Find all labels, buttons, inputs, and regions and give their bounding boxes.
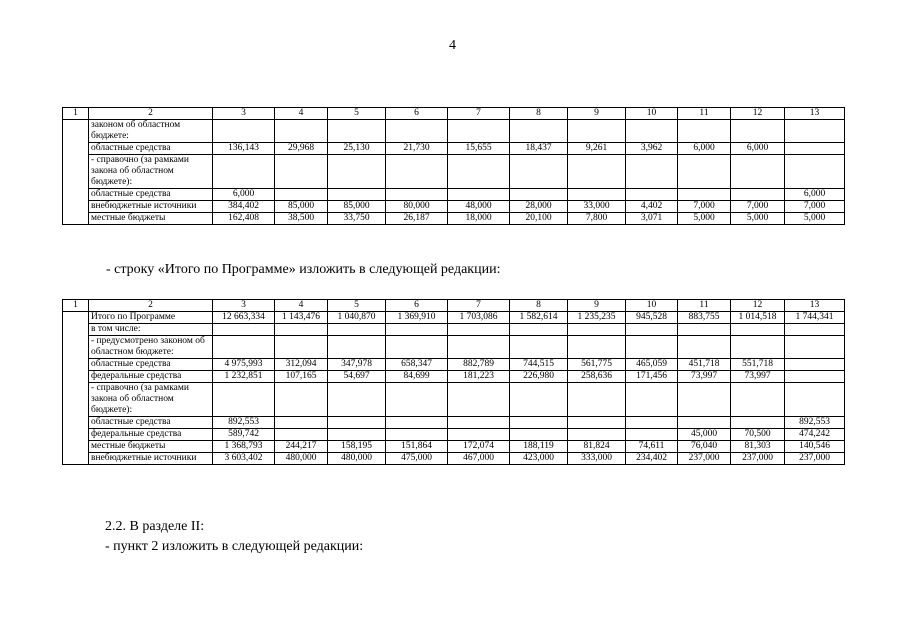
value-cell: 9,261: [568, 143, 626, 155]
instruction-replace-item-2: - пункт 2 изложить в следующей редакции:: [105, 539, 364, 554]
column-number: 6: [386, 300, 448, 312]
value-cell: 171,456: [626, 371, 678, 383]
column-number: 1: [63, 108, 89, 120]
value-cell: [568, 155, 626, 189]
value-cell: [568, 324, 626, 336]
column-number: 2: [89, 300, 213, 312]
value-cell: 136,143: [213, 143, 275, 155]
value-cell: [568, 120, 626, 143]
value-cell: 151,864: [386, 441, 448, 453]
value-cell: 38,500: [275, 213, 328, 225]
column-number: 4: [275, 108, 328, 120]
value-cell: 237,000: [785, 453, 845, 465]
value-cell: [213, 383, 275, 417]
value-cell: 312,094: [275, 359, 328, 371]
value-cell: [785, 143, 845, 155]
value-cell: [328, 429, 386, 441]
value-cell: [626, 429, 678, 441]
value-cell: 1 014,518: [731, 312, 785, 324]
value-cell: [213, 324, 275, 336]
value-cell: [510, 120, 568, 143]
row-number-cell: [63, 120, 89, 225]
value-cell: 945,528: [626, 312, 678, 324]
section-heading: 2.2. В разделе II:: [105, 519, 205, 534]
value-cell: 140,546: [785, 441, 845, 453]
value-cell: [510, 189, 568, 201]
table-row: [63, 312, 845, 324]
column-number: 2: [89, 108, 213, 120]
value-cell: 1 582,614: [510, 312, 568, 324]
value-cell: [275, 155, 328, 189]
row-label: внебюджетные источники: [89, 453, 213, 465]
value-cell: 21,730: [386, 143, 448, 155]
column-number: 11: [678, 300, 731, 312]
value-cell: 76,040: [678, 441, 731, 453]
row-label: местные бюджеты: [89, 213, 213, 225]
value-cell: 28,000: [510, 201, 568, 213]
value-cell: 551,718: [731, 359, 785, 371]
value-cell: 658,347: [386, 359, 448, 371]
value-cell: 237,000: [678, 453, 731, 465]
value-cell: 561,775: [568, 359, 626, 371]
value-cell: [785, 155, 845, 189]
value-cell: 162,408: [213, 213, 275, 225]
value-cell: [448, 429, 510, 441]
value-cell: [626, 324, 678, 336]
value-cell: 6,000: [785, 189, 845, 201]
value-cell: [678, 417, 731, 429]
value-cell: 480,000: [275, 453, 328, 465]
row-label: федеральные средства: [89, 429, 213, 441]
value-cell: [213, 120, 275, 143]
value-cell: 892,553: [213, 417, 275, 429]
table-row: [63, 441, 845, 453]
value-cell: [510, 417, 568, 429]
value-cell: [275, 189, 328, 201]
value-cell: [448, 120, 510, 143]
row-label: областные средства: [89, 189, 213, 201]
value-cell: 5,000: [678, 213, 731, 225]
value-cell: [568, 383, 626, 417]
value-cell: [213, 336, 275, 359]
value-cell: [626, 383, 678, 417]
value-cell: 1 040,870: [328, 312, 386, 324]
value-cell: 29,968: [275, 143, 328, 155]
value-cell: 7,000: [678, 201, 731, 213]
value-cell: [626, 417, 678, 429]
value-cell: 181,223: [448, 371, 510, 383]
value-cell: 158,195: [328, 441, 386, 453]
value-cell: 234,402: [626, 453, 678, 465]
value-cell: [328, 336, 386, 359]
value-cell: 465,059: [626, 359, 678, 371]
column-number: 13: [785, 300, 845, 312]
column-number: 10: [626, 300, 678, 312]
value-cell: [328, 120, 386, 143]
value-cell: [328, 155, 386, 189]
row-label: - справочно (за рамками закона об областном бюджете):: [89, 155, 213, 189]
value-cell: 45,000: [678, 429, 731, 441]
table-row: [63, 120, 845, 143]
value-cell: 1 369,910: [386, 312, 448, 324]
value-cell: 81,303: [731, 441, 785, 453]
value-cell: [785, 371, 845, 383]
value-cell: 7,000: [731, 201, 785, 213]
value-cell: 5,000: [785, 213, 845, 225]
table-row: [63, 324, 845, 336]
value-cell: 85,000: [328, 201, 386, 213]
value-cell: [328, 189, 386, 201]
value-cell: [275, 417, 328, 429]
table-row: [63, 359, 845, 371]
value-cell: [678, 324, 731, 336]
row-label: местные бюджеты: [89, 441, 213, 453]
row-number-cell: [63, 312, 89, 465]
value-cell: 475,000: [386, 453, 448, 465]
value-cell: [785, 336, 845, 359]
value-cell: 244,217: [275, 441, 328, 453]
value-cell: 1 235,235: [568, 312, 626, 324]
value-cell: [785, 324, 845, 336]
value-cell: 333,000: [568, 453, 626, 465]
column-number-header: [63, 300, 845, 312]
value-cell: [328, 383, 386, 417]
value-cell: [448, 324, 510, 336]
value-cell: 4 975,993: [213, 359, 275, 371]
table-row: [63, 453, 845, 465]
value-cell: 7,000: [785, 201, 845, 213]
value-cell: 33,000: [568, 201, 626, 213]
row-label: внебюджетные источники: [89, 201, 213, 213]
row-label: законом об областном бюджете:: [89, 120, 213, 143]
value-cell: 70,500: [731, 429, 785, 441]
table-row: [63, 189, 845, 201]
page-number: 4: [449, 38, 456, 53]
value-cell: [386, 120, 448, 143]
value-cell: 451,718: [678, 359, 731, 371]
value-cell: 423,000: [510, 453, 568, 465]
value-cell: [678, 155, 731, 189]
column-number: 13: [785, 108, 845, 120]
value-cell: 6,000: [731, 143, 785, 155]
column-number: 5: [328, 108, 386, 120]
value-cell: [731, 189, 785, 201]
column-number: 3: [213, 300, 275, 312]
value-cell: [678, 383, 731, 417]
value-cell: [626, 120, 678, 143]
value-cell: [626, 189, 678, 201]
value-cell: [386, 189, 448, 201]
value-cell: [386, 324, 448, 336]
table-row: [63, 143, 845, 155]
value-cell: [568, 417, 626, 429]
column-number: 6: [386, 108, 448, 120]
value-cell: [510, 383, 568, 417]
value-cell: [626, 336, 678, 359]
value-cell: 1 143,476: [275, 312, 328, 324]
column-number: 9: [568, 108, 626, 120]
value-cell: 258,636: [568, 371, 626, 383]
table-row: [63, 417, 845, 429]
value-cell: 347,978: [328, 359, 386, 371]
value-cell: 84,699: [386, 371, 448, 383]
value-cell: [678, 120, 731, 143]
value-cell: [678, 189, 731, 201]
value-cell: 3 603,402: [213, 453, 275, 465]
value-cell: [213, 155, 275, 189]
value-cell: 237,000: [731, 453, 785, 465]
value-cell: 1 368,793: [213, 441, 275, 453]
column-number: 10: [626, 108, 678, 120]
value-cell: [275, 120, 328, 143]
value-cell: [448, 155, 510, 189]
row-label: областные средства: [89, 359, 213, 371]
table-row: [63, 155, 845, 189]
column-number: 8: [510, 300, 568, 312]
table-row: [63, 336, 845, 359]
value-cell: 25,130: [328, 143, 386, 155]
value-cell: 54,697: [328, 371, 386, 383]
value-cell: 74,611: [626, 441, 678, 453]
table-row: [63, 213, 845, 225]
program-total-table: [62, 299, 845, 465]
value-cell: 48,000: [448, 201, 510, 213]
row-label: в том числе:: [89, 324, 213, 336]
column-number: 9: [568, 300, 626, 312]
value-cell: 883,755: [678, 312, 731, 324]
value-cell: [448, 336, 510, 359]
value-cell: [731, 324, 785, 336]
value-cell: [386, 429, 448, 441]
value-cell: [731, 336, 785, 359]
value-cell: [448, 189, 510, 201]
value-cell: 12 663,334: [213, 312, 275, 324]
table-row: [63, 429, 845, 441]
value-cell: 882,789: [448, 359, 510, 371]
value-cell: 3,071: [626, 213, 678, 225]
value-cell: 18,437: [510, 143, 568, 155]
row-label: - справочно (за рамками закона об областном бюджете):: [89, 383, 213, 417]
row-label: федеральные средства: [89, 371, 213, 383]
table-row: [63, 383, 845, 417]
budget-table-continuation: [62, 107, 845, 225]
value-cell: [328, 417, 386, 429]
column-number: 3: [213, 108, 275, 120]
column-number: 5: [328, 300, 386, 312]
column-number: 7: [448, 108, 510, 120]
column-number: 8: [510, 108, 568, 120]
value-cell: 5,000: [731, 213, 785, 225]
value-cell: [510, 336, 568, 359]
value-cell: [785, 359, 845, 371]
value-cell: 85,000: [275, 201, 328, 213]
value-cell: [275, 429, 328, 441]
value-cell: [510, 324, 568, 336]
column-number: 12: [731, 108, 785, 120]
value-cell: 6,000: [213, 189, 275, 201]
value-cell: [568, 189, 626, 201]
column-number: 12: [731, 300, 785, 312]
instruction-replace-total-row: - строку «Итого по Программе» изложить в следующей редакции:: [106, 262, 501, 277]
column-number: 4: [275, 300, 328, 312]
value-cell: 474,242: [785, 429, 845, 441]
value-cell: 15,655: [448, 143, 510, 155]
value-cell: [785, 120, 845, 143]
table-row: [63, 201, 845, 213]
value-cell: 384,402: [213, 201, 275, 213]
value-cell: [386, 417, 448, 429]
value-cell: [731, 383, 785, 417]
value-cell: 1 744,341: [785, 312, 845, 324]
value-cell: 73,997: [678, 371, 731, 383]
row-label: Итого по Программе: [89, 312, 213, 324]
value-cell: 1 703,086: [448, 312, 510, 324]
value-cell: [785, 383, 845, 417]
value-cell: [275, 383, 328, 417]
row-label: - предусмотрено законом об областном бюджете:: [89, 336, 213, 359]
value-cell: 80,000: [386, 201, 448, 213]
value-cell: 26,187: [386, 213, 448, 225]
value-cell: [568, 429, 626, 441]
value-cell: 744,515: [510, 359, 568, 371]
value-cell: [568, 336, 626, 359]
column-number-header: [63, 108, 845, 120]
value-cell: 20,100: [510, 213, 568, 225]
value-cell: [626, 155, 678, 189]
value-cell: 18,000: [448, 213, 510, 225]
value-cell: 33,750: [328, 213, 386, 225]
row-label: областные средства: [89, 143, 213, 155]
column-number: 1: [63, 300, 89, 312]
value-cell: 589,742: [213, 429, 275, 441]
value-cell: 1 232,851: [213, 371, 275, 383]
value-cell: 107,165: [275, 371, 328, 383]
value-cell: 467,000: [448, 453, 510, 465]
value-cell: [386, 155, 448, 189]
value-cell: 81,824: [568, 441, 626, 453]
value-cell: [275, 336, 328, 359]
value-cell: 6,000: [678, 143, 731, 155]
row-label: областные средства: [89, 417, 213, 429]
value-cell: [275, 324, 328, 336]
value-cell: [448, 417, 510, 429]
column-number: 11: [678, 108, 731, 120]
value-cell: [678, 336, 731, 359]
value-cell: [731, 155, 785, 189]
value-cell: 226,980: [510, 371, 568, 383]
value-cell: [731, 120, 785, 143]
column-number: 7: [448, 300, 510, 312]
value-cell: 7,800: [568, 213, 626, 225]
value-cell: 4,402: [626, 201, 678, 213]
value-cell: 480,000: [328, 453, 386, 465]
value-cell: [386, 383, 448, 417]
value-cell: 892,553: [785, 417, 845, 429]
table-row: [63, 371, 845, 383]
value-cell: [510, 429, 568, 441]
value-cell: 3,962: [626, 143, 678, 155]
value-cell: 188,119: [510, 441, 568, 453]
value-cell: [448, 383, 510, 417]
value-cell: [328, 324, 386, 336]
value-cell: 73,997: [731, 371, 785, 383]
value-cell: [731, 417, 785, 429]
value-cell: [510, 155, 568, 189]
value-cell: [386, 336, 448, 359]
value-cell: 172,074: [448, 441, 510, 453]
